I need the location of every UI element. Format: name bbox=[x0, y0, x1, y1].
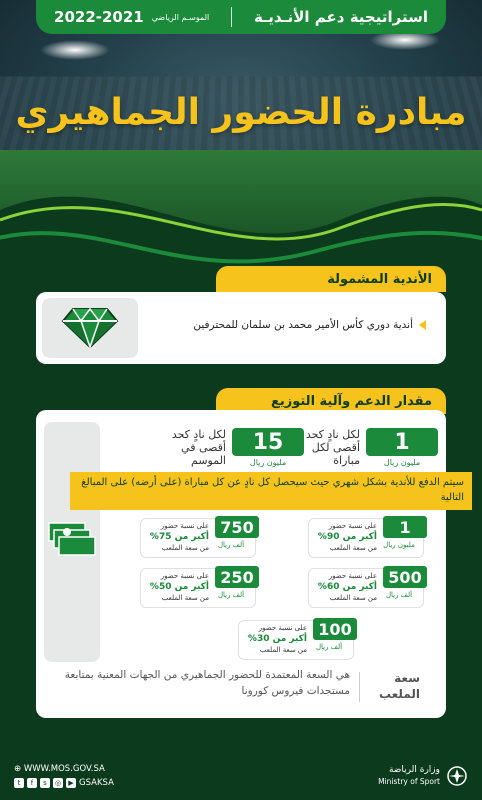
clubs-section-label: الأندية المشمولة bbox=[216, 266, 446, 292]
decorative-wave bbox=[0, 150, 482, 280]
divider bbox=[359, 672, 360, 702]
max-per-match-unit: مليون ريال bbox=[383, 458, 421, 467]
social-handle: GSAKSA bbox=[79, 778, 114, 788]
tier-unit: مليون ريال bbox=[383, 541, 415, 549]
max-per-match-value: 1 bbox=[366, 428, 438, 456]
capacity-text: هي السعة المعتمدة للحضور الجماهيري من الجهات المعنية بمتابعة مستجدات فيروس كورونا bbox=[64, 669, 350, 697]
tier-unit: ألف ريال bbox=[217, 591, 245, 599]
ministry-emblem-icon bbox=[446, 765, 468, 787]
tier-desc: على نسبة حضور أكبر من 75% من سعة الملعب bbox=[149, 522, 209, 552]
tier-desc: على نسبة حضور أكبر من 50% من سعة الملعب bbox=[149, 572, 209, 602]
season-info bbox=[54, 8, 209, 26]
max-per-match-desc: لكل نادٍ كحد أقصى لكل مباراة bbox=[305, 428, 360, 467]
tier-item bbox=[140, 568, 256, 608]
max-per-season-value: 15 bbox=[232, 428, 304, 456]
strategy-title: استراتيجية دعم الأنـديـة bbox=[253, 8, 428, 26]
tier-value: 500 bbox=[383, 566, 427, 588]
support-section-label: مقدار الدعم وآلية التوزيع bbox=[216, 388, 446, 414]
tier-desc: على نسبة حضور أكبر من 90% من سعة الملعب bbox=[317, 522, 377, 552]
tier-item bbox=[308, 568, 424, 608]
social-links bbox=[14, 776, 114, 790]
max-per-season-desc: لكل نادٍ كحد أقصى في الموسم bbox=[171, 428, 226, 467]
money-panel bbox=[44, 422, 100, 662]
tier-desc: على نسبة حضور أكبر من 30% من سعة الملعب bbox=[247, 624, 307, 654]
facebook-icon[interactable]: f bbox=[27, 778, 37, 788]
max-per-season-unit: مليون ريال bbox=[249, 458, 287, 467]
tier-item bbox=[140, 518, 256, 558]
bullet-icon bbox=[419, 320, 426, 330]
max-per-season bbox=[168, 428, 304, 467]
season-label: الموسـم الرياضي bbox=[151, 12, 210, 22]
money-icon bbox=[47, 517, 97, 567]
tier-value: 750 bbox=[215, 516, 259, 538]
divider bbox=[231, 7, 232, 27]
tier-item bbox=[238, 620, 354, 660]
capacity-label: سعة الملعب bbox=[378, 671, 420, 701]
payment-notice: سيتم الدفع للأندية بشكل شهري حيث سيحصل كل نادٍ عن كل مباراة (على أرضه) على المبالغ التالية bbox=[70, 472, 472, 510]
tier-item bbox=[308, 518, 424, 558]
tier-value: 1 bbox=[383, 516, 427, 538]
tier-value: 250 bbox=[215, 566, 259, 588]
tier-unit: ألف ريال bbox=[217, 541, 245, 549]
season-years: 2022-2021 bbox=[54, 8, 144, 26]
globe-icon: ⊕ bbox=[14, 764, 24, 774]
twitter-icon[interactable]: t bbox=[14, 778, 24, 788]
website-link[interactable]: ⊕ WWW.MOS.GOV.SA bbox=[14, 764, 105, 774]
floodlight bbox=[40, 40, 110, 60]
snapchat-icon[interactable]: s bbox=[40, 778, 50, 788]
clubs-card bbox=[36, 292, 446, 364]
ministry-name-en: Ministry of Sport bbox=[378, 777, 440, 786]
max-per-match bbox=[302, 428, 438, 467]
page-title: مبادرة الحضور الجماهيري bbox=[15, 92, 467, 133]
clubs-item-text: أندية دوري كأس الأمير محمد بن سلمان للمحترفين bbox=[193, 319, 413, 331]
footer-links bbox=[14, 762, 114, 790]
tier-value: 100 bbox=[313, 618, 357, 640]
ministry-logo bbox=[378, 765, 468, 787]
instagram-icon[interactable]: ◎ bbox=[54, 779, 62, 787]
footer bbox=[0, 752, 482, 800]
diamond-box bbox=[42, 298, 138, 358]
youtube-icon[interactable]: ▶ bbox=[66, 778, 76, 788]
tier-desc: على نسبة حضور أكبر من 60% من سعة الملعب bbox=[317, 572, 377, 602]
tier-unit: ألف ريال bbox=[385, 591, 413, 599]
tier-unit: ألف ريال bbox=[315, 643, 343, 651]
diamond-icon bbox=[61, 307, 119, 349]
ministry-name-ar: وزارة الرياضة bbox=[388, 765, 440, 775]
clubs-item bbox=[193, 319, 426, 331]
top-bar bbox=[36, 0, 446, 34]
